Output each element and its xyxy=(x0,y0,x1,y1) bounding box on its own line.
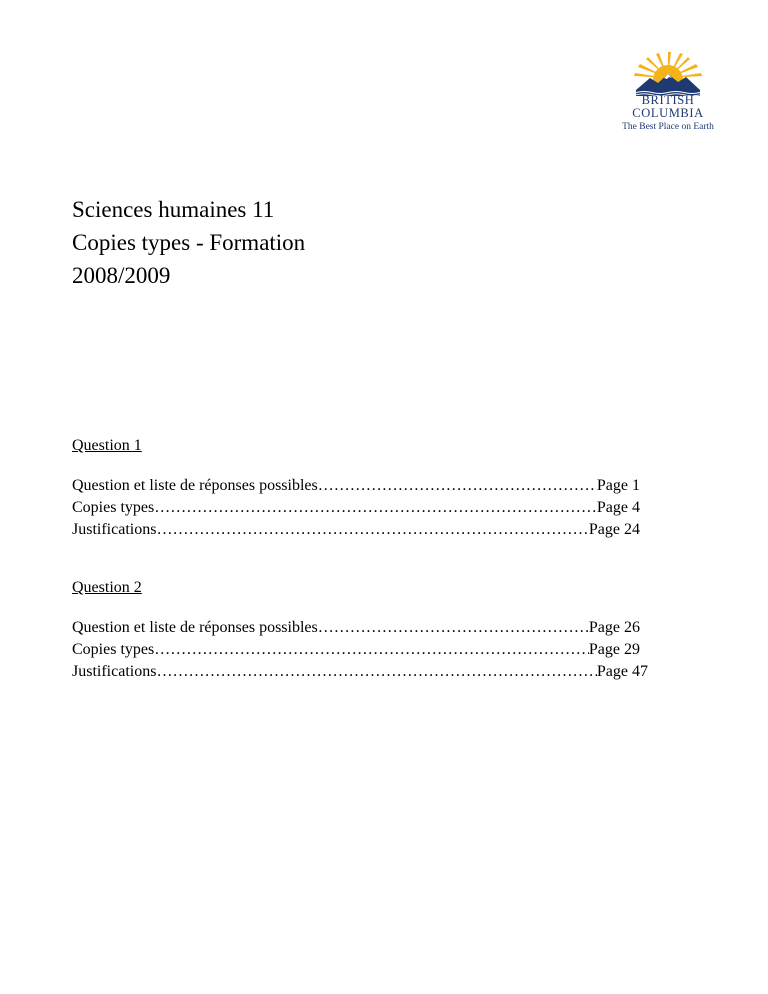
toc-entry-label: Copies types xyxy=(72,641,155,658)
toc-leader-dots xyxy=(318,475,597,497)
toc-entry-page: Page 47 xyxy=(596,663,648,680)
toc-entry-label: Justifications xyxy=(72,663,157,680)
toc-entry-label: Question et liste de réponses possibles xyxy=(72,619,318,636)
toc-entry xyxy=(72,617,640,639)
bc-logo xyxy=(618,50,718,136)
toc-entry xyxy=(72,661,648,683)
logo-tagline: The Best Place on Earth xyxy=(622,122,714,132)
toc-entry-page: Page 24 xyxy=(588,521,640,538)
sun-mountains-icon xyxy=(618,50,718,96)
toc-entry-label: Question et liste de réponses possibles xyxy=(72,477,318,494)
toc-entry-label: Copies types xyxy=(72,499,155,516)
toc-entry xyxy=(72,639,640,661)
section-question-1 xyxy=(72,435,652,541)
toc-entry-page: Page 29 xyxy=(588,641,640,658)
toc-entry-page: Page 26 xyxy=(588,619,640,636)
section-heading: Question 1 xyxy=(72,437,142,454)
toc-entry xyxy=(72,519,640,541)
toc-entry xyxy=(72,497,640,519)
toc-leader-dots xyxy=(156,519,588,541)
toc-leader-dots xyxy=(154,639,589,661)
section-heading: Question 2 xyxy=(72,579,142,596)
logo-line-columbia: COLUMBIA xyxy=(632,106,704,120)
section-question-2 xyxy=(72,577,652,683)
toc-leader-dots xyxy=(156,661,596,683)
logo-line-british: BRITISH xyxy=(641,93,695,107)
toc-leader-dots xyxy=(154,497,597,519)
title-line-subtitle: Copies types - Formation xyxy=(72,230,306,255)
toc-entry-page: Page 1 xyxy=(596,477,640,494)
toc-entry xyxy=(72,475,640,497)
toc-entry-label: Justifications xyxy=(72,521,157,538)
toc-entry-page: Page 4 xyxy=(596,499,640,516)
title-line-year: 2008/2009 xyxy=(72,263,171,288)
document-title xyxy=(72,193,305,292)
title-line-course: Sciences humaines 11 xyxy=(72,197,275,222)
toc-leader-dots xyxy=(318,617,589,639)
